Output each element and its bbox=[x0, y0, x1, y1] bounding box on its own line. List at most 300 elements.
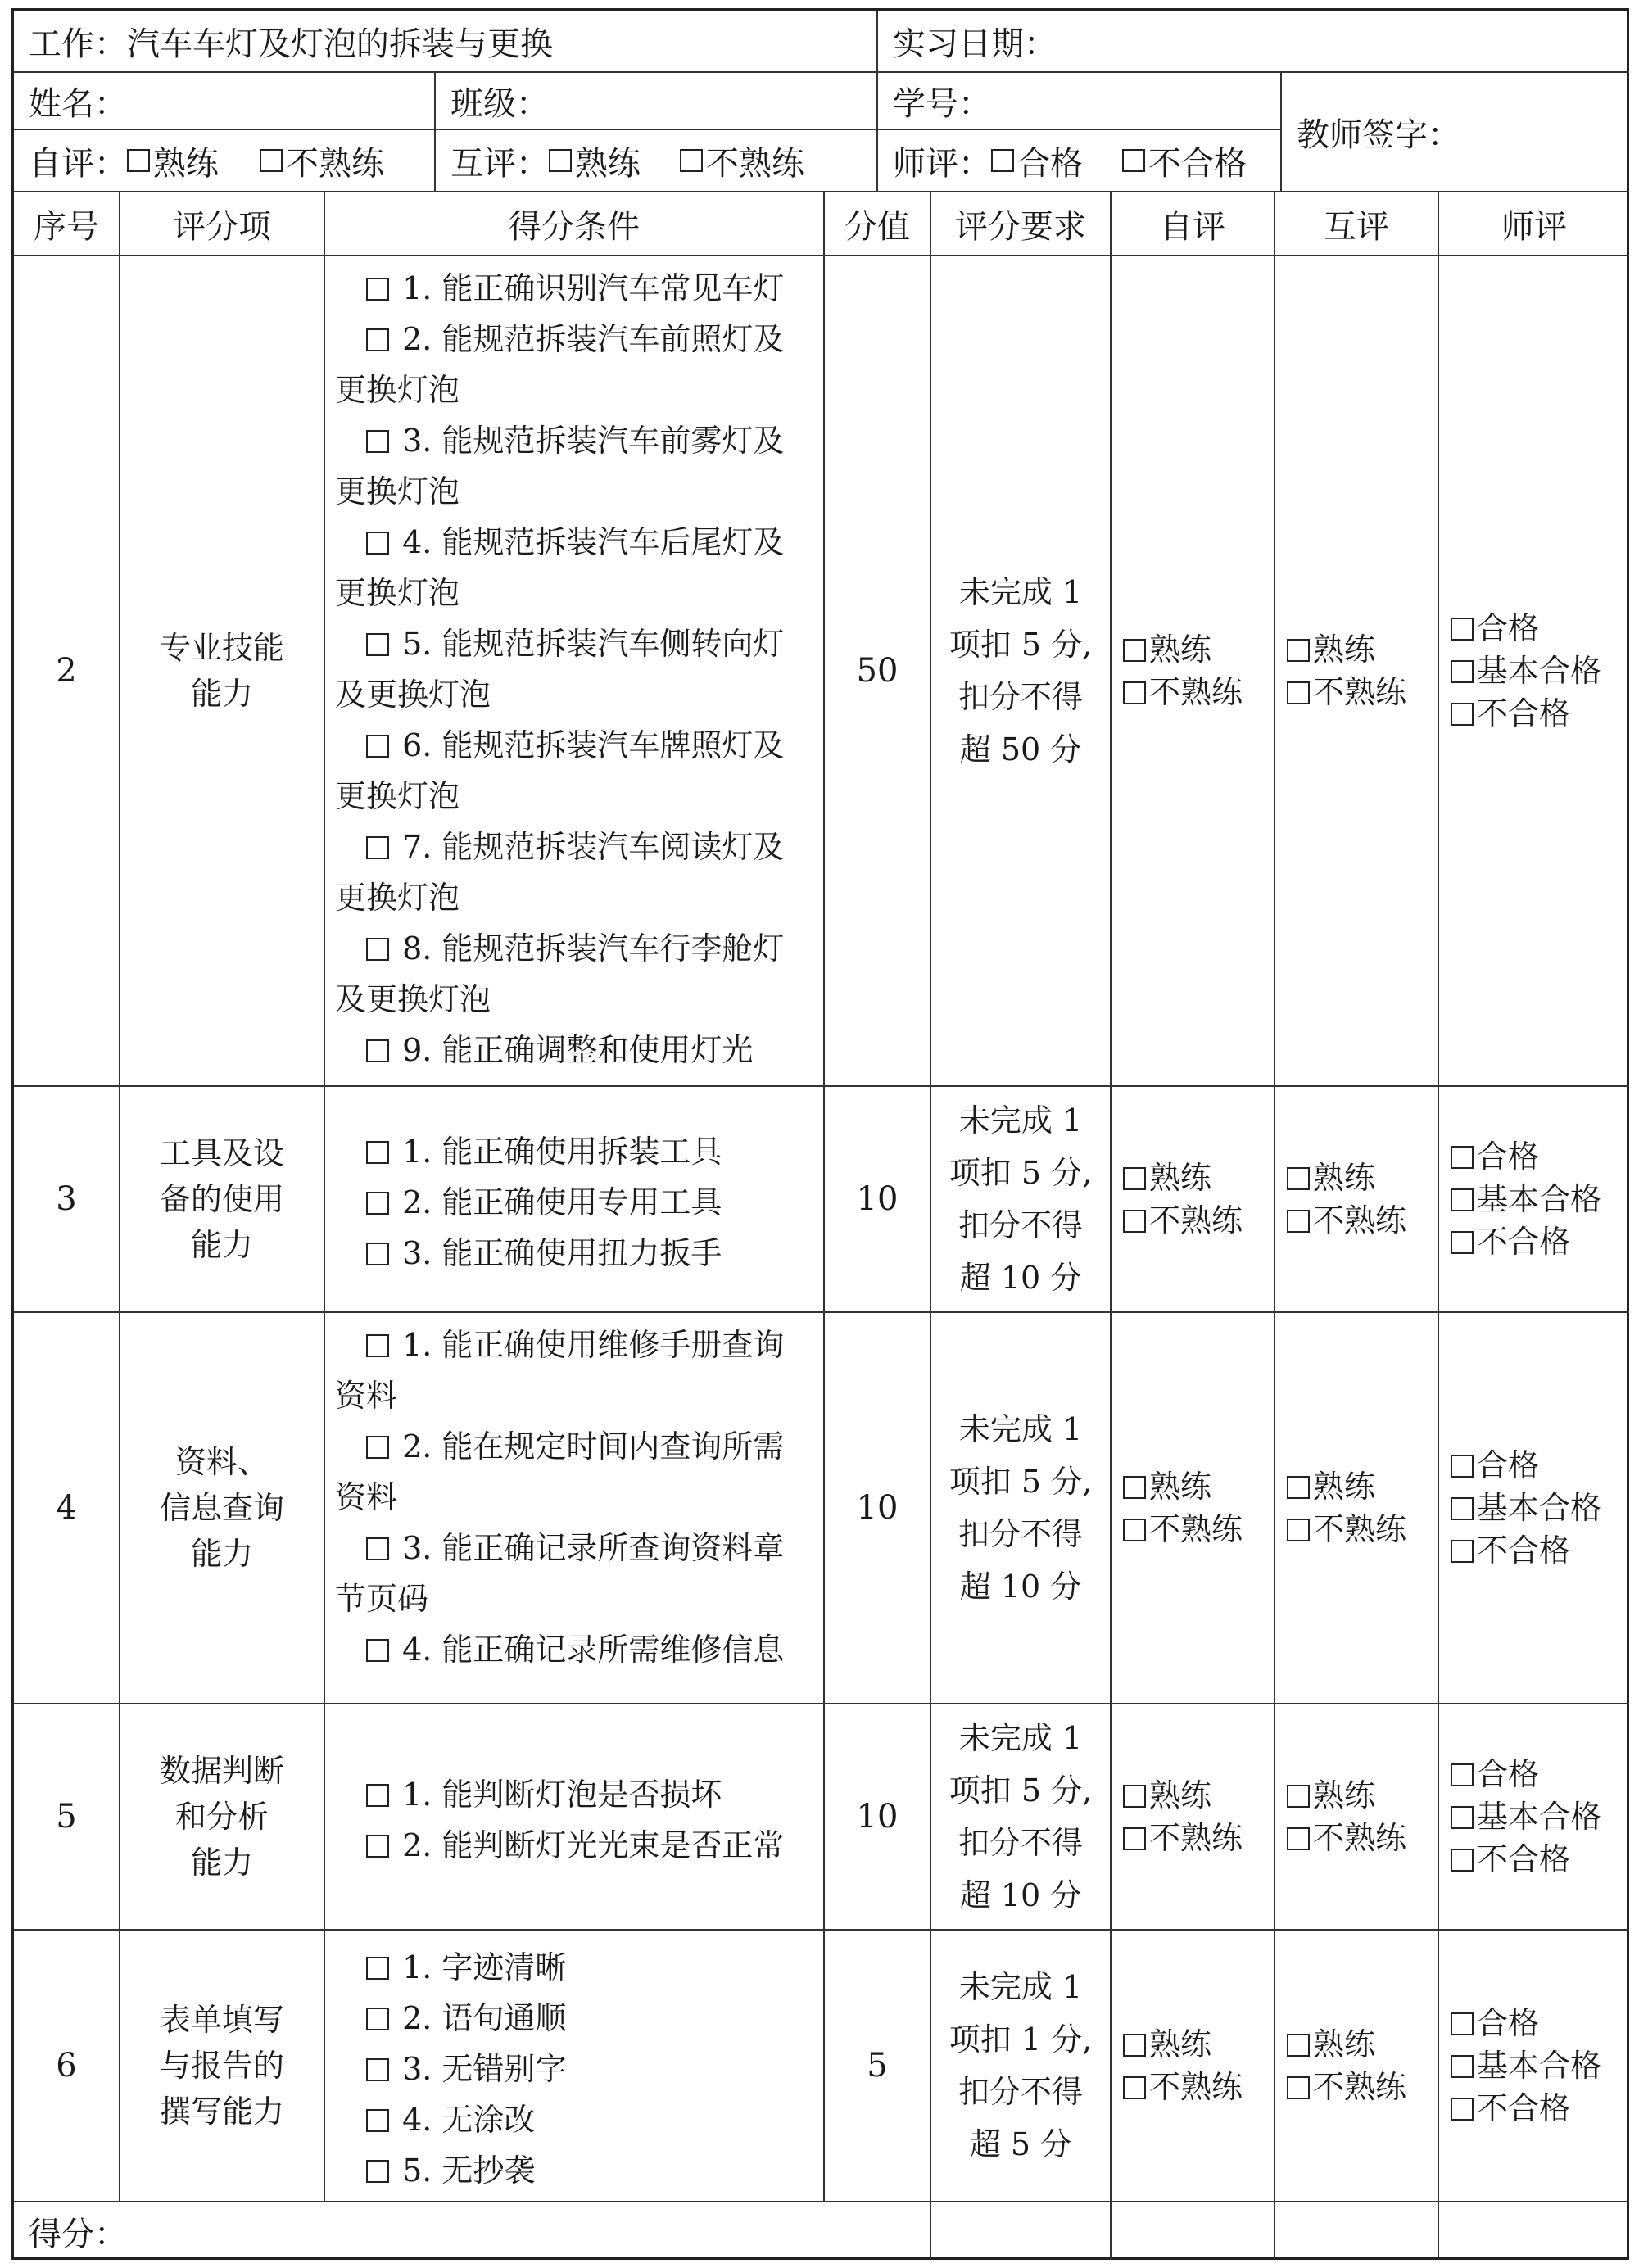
peer-eval-checkbox[interactable] bbox=[1287, 1827, 1310, 1850]
teacher-eval-option-label: 不合格 bbox=[1477, 1224, 1571, 1260]
condition-text: 2. 语句通顺 bbox=[402, 2000, 567, 2036]
scoring-item-text bbox=[160, 625, 284, 717]
teacher-eval-option-label: 不合格 bbox=[1477, 1532, 1571, 1569]
condition-item bbox=[335, 1320, 815, 1421]
self-eval-not-proficient-label: 不熟练 bbox=[286, 144, 384, 183]
peer-eval-options bbox=[1275, 628, 1406, 713]
self-eval-option-label: 熟练 bbox=[1149, 632, 1212, 668]
condition-text: 3. 无错别字 bbox=[402, 2051, 567, 2087]
condition-text: 5. 无抄袭 bbox=[402, 2153, 536, 2189]
total-score-field[interactable]: 得分： bbox=[14, 2202, 931, 2260]
condition-checkbox[interactable] bbox=[366, 1537, 389, 1560]
condition-text: 1. 字迹清晰 bbox=[402, 1949, 567, 1985]
teacher-eval-checkbox[interactable] bbox=[1451, 1806, 1474, 1829]
teacher-eval-checkbox[interactable] bbox=[1451, 2055, 1474, 2078]
peer-eval-proficient-checkbox[interactable] bbox=[549, 149, 572, 172]
teacher-eval-option[interactable] bbox=[1451, 1135, 1601, 1178]
self-eval-option-label: 熟练 bbox=[1149, 1777, 1212, 1813]
condition-text: 1. 能正确使用维修手册查询资料 bbox=[335, 1327, 785, 1414]
evaluation-form bbox=[11, 8, 1629, 2260]
requirement-text bbox=[941, 566, 1100, 776]
peer-eval-option-label: 不熟练 bbox=[1313, 674, 1407, 710]
self-eval-option[interactable] bbox=[1123, 1508, 1243, 1550]
score-conditions bbox=[325, 1931, 825, 2202]
teacher-eval-option-label: 基本合格 bbox=[1477, 2048, 1602, 2084]
conditions-list bbox=[325, 1313, 823, 1675]
peer-eval-checkbox[interactable] bbox=[1287, 639, 1310, 662]
peer-eval-option[interactable] bbox=[1287, 1465, 1406, 1508]
requirement-text bbox=[941, 1403, 1100, 1613]
condition-checkbox[interactable] bbox=[366, 430, 389, 453]
score-value: 5 bbox=[825, 1931, 931, 2202]
peer-eval-cell bbox=[1275, 1087, 1439, 1313]
score-value: 10 bbox=[825, 1087, 931, 1313]
condition-checkbox[interactable] bbox=[366, 1957, 389, 1980]
requirement-line: 扣分不得 bbox=[958, 2074, 1083, 2110]
self-eval-option-label: 熟练 bbox=[1149, 1160, 1212, 1196]
condition-checkbox[interactable] bbox=[366, 1192, 389, 1215]
condition-checkbox[interactable] bbox=[366, 633, 389, 656]
teacher-signature-field[interactable]: 教师签字： bbox=[1282, 73, 1629, 192]
condition-checkbox[interactable] bbox=[366, 1639, 389, 1662]
self-eval-checkbox[interactable] bbox=[1123, 2076, 1146, 2099]
peer-eval-not-proficient-label: 不熟练 bbox=[706, 144, 804, 183]
self-eval-proficient-checkbox[interactable] bbox=[127, 149, 150, 172]
self-eval-option[interactable] bbox=[1123, 2066, 1243, 2108]
teacher-eval-option-label: 基本合格 bbox=[1477, 1490, 1602, 1526]
self-eval-option[interactable] bbox=[1123, 1199, 1243, 1242]
footer-cell-self[interactable] bbox=[1112, 2202, 1275, 2260]
scoring-item-text bbox=[160, 1439, 284, 1577]
requirement-line: 超 10 分 bbox=[959, 1260, 1082, 1296]
condition-checkbox[interactable] bbox=[366, 2008, 389, 2030]
condition-text: 8. 能规范拆装汽车行李舱灯及更换灯泡 bbox=[335, 930, 785, 1017]
condition-item bbox=[335, 314, 815, 415]
requirement-line: 未完成 1 bbox=[958, 1720, 1083, 1756]
peer-eval-not-proficient-checkbox[interactable] bbox=[680, 149, 703, 172]
peer-eval-option[interactable] bbox=[1287, 2023, 1406, 2066]
condition-checkbox[interactable] bbox=[366, 1784, 389, 1807]
teacher-eval-option-label: 基本合格 bbox=[1477, 1181, 1602, 1217]
condition-text: 2. 能规范拆装汽车前照灯及更换灯泡 bbox=[335, 321, 785, 408]
condition-item bbox=[335, 1421, 815, 1523]
condition-item bbox=[335, 1769, 784, 1820]
self-eval-option-label: 熟练 bbox=[1149, 2026, 1212, 2062]
requirement-line: 未完成 1 bbox=[958, 1102, 1083, 1139]
requirement-text bbox=[941, 1712, 1100, 1922]
scoring-item-line: 能力 bbox=[190, 676, 253, 712]
condition-text: 2. 能判断灯光光束是否正常 bbox=[402, 1827, 785, 1863]
teacher-eval-option[interactable] bbox=[1451, 607, 1601, 650]
scoring-item-line: 专业技能 bbox=[159, 630, 284, 666]
requirement-line: 项扣 5 分, bbox=[949, 1464, 1093, 1500]
scoring-item-line: 工具及设 bbox=[159, 1135, 284, 1171]
scoring-item bbox=[120, 1313, 325, 1704]
self-eval-cell bbox=[1112, 1704, 1275, 1931]
self-eval-label: 自评： bbox=[29, 144, 127, 183]
scoring-item-line: 备的使用 bbox=[159, 1181, 284, 1217]
condition-item bbox=[335, 720, 815, 822]
condition-text: 1. 能正确使用拆装工具 bbox=[402, 1134, 722, 1170]
self-eval-cell bbox=[1112, 1313, 1275, 1704]
condition-item bbox=[335, 415, 815, 517]
peer-eval-option[interactable] bbox=[1287, 671, 1406, 713]
row-number: 2 bbox=[14, 256, 120, 1087]
teacher-eval-cell bbox=[1439, 1087, 1629, 1313]
score-value: 10 bbox=[825, 1704, 931, 1931]
teacher-eval-options bbox=[1439, 2002, 1601, 2130]
peer-eval-option[interactable] bbox=[1287, 2066, 1406, 2108]
teacher-eval-checkbox[interactable] bbox=[1451, 1497, 1474, 1520]
conditions-list bbox=[325, 1935, 574, 2196]
condition-checkbox[interactable] bbox=[366, 938, 389, 961]
col-header-conditions: 得分条件 bbox=[325, 192, 825, 256]
teacher-eval-option-label: 合格 bbox=[1477, 610, 1540, 646]
teacher-eval-checkbox[interactable] bbox=[1451, 1146, 1474, 1169]
teacher-eval-option-label: 合格 bbox=[1477, 1447, 1540, 1483]
peer-eval-proficient-label: 熟练 bbox=[575, 144, 641, 183]
teacher-eval-option[interactable] bbox=[1451, 1753, 1601, 1795]
peer-eval-cell bbox=[1275, 1704, 1439, 1931]
scoring-item bbox=[120, 1931, 325, 2202]
condition-checkbox[interactable] bbox=[366, 532, 389, 555]
condition-item bbox=[335, 1993, 566, 2044]
score-requirement bbox=[931, 1087, 1112, 1313]
peer-eval-checkbox[interactable] bbox=[1287, 1476, 1310, 1499]
self-eval-checkbox[interactable] bbox=[1123, 639, 1146, 662]
scoring-item bbox=[120, 256, 325, 1087]
scoring-item-line: 表单填写 bbox=[159, 2002, 284, 2038]
requirement-text bbox=[941, 1094, 1100, 1304]
self-eval-option[interactable] bbox=[1123, 1157, 1243, 1199]
scoring-item-line: 数据判断 bbox=[159, 1753, 284, 1789]
self-eval-options bbox=[1112, 1465, 1243, 1550]
requirement-line: 未完成 1 bbox=[958, 574, 1083, 610]
peer-eval-options bbox=[1275, 1774, 1406, 1859]
student-id-field[interactable]: 学号： bbox=[878, 73, 1282, 130]
teacher-eval-option-label: 合格 bbox=[1477, 1756, 1540, 1792]
self-eval-proficient-label: 熟练 bbox=[153, 144, 219, 183]
score-conditions bbox=[325, 1704, 825, 1931]
self-eval-checkbox[interactable] bbox=[1123, 1476, 1146, 1499]
condition-text: 2. 能正确使用专用工具 bbox=[402, 1184, 722, 1220]
requirement-line: 超 10 分 bbox=[959, 1877, 1082, 1913]
score-value: 50 bbox=[825, 256, 931, 1087]
row-number: 6 bbox=[14, 1931, 120, 2202]
requirement-line: 超 10 分 bbox=[959, 1569, 1082, 1605]
peer-eval-option-label: 不熟练 bbox=[1313, 1820, 1407, 1856]
teacher-eval-checkbox[interactable] bbox=[1451, 618, 1474, 641]
condition-text: 9. 能正确调整和使用灯光 bbox=[402, 1032, 754, 1068]
peer-eval-cell bbox=[1275, 1313, 1439, 1704]
col-header-self: 自评 bbox=[1112, 192, 1275, 256]
self-eval-option-label: 熟练 bbox=[1149, 1469, 1212, 1505]
condition-item bbox=[335, 517, 815, 618]
self-eval-options bbox=[1112, 1774, 1243, 1859]
self-eval-checkbox[interactable] bbox=[1123, 1519, 1146, 1541]
condition-checkbox[interactable] bbox=[366, 278, 389, 301]
requirement-line: 项扣 5 分, bbox=[949, 627, 1093, 663]
condition-checkbox[interactable] bbox=[366, 2058, 389, 2081]
teacher-eval-option-label: 合格 bbox=[1477, 2005, 1540, 2041]
condition-checkbox[interactable] bbox=[366, 2160, 389, 2183]
self-eval-cell bbox=[1112, 1087, 1275, 1313]
peer-eval-option-label: 不熟练 bbox=[1313, 1202, 1407, 1238]
condition-checkbox[interactable] bbox=[366, 1039, 389, 1062]
condition-text: 6. 能规范拆装汽车牌照灯及更换灯泡 bbox=[335, 727, 785, 814]
peer-eval-option[interactable] bbox=[1287, 1774, 1406, 1817]
peer-eval-options bbox=[1275, 1157, 1406, 1242]
condition-text: 3. 能正确记录所查询资料章节页码 bbox=[335, 1530, 785, 1617]
condition-checkbox[interactable] bbox=[366, 1141, 389, 1164]
condition-checkbox[interactable] bbox=[366, 2109, 389, 2132]
col-header-item: 评分项 bbox=[120, 192, 325, 256]
peer-eval-cell bbox=[1275, 256, 1439, 1087]
teacher-eval-option-label: 基本合格 bbox=[1477, 653, 1602, 689]
peer-eval-option[interactable] bbox=[1287, 1199, 1406, 1242]
condition-item bbox=[335, 263, 815, 314]
teacher-eval-option[interactable] bbox=[1451, 2044, 1601, 2087]
teacher-eval-checkbox[interactable] bbox=[1451, 1231, 1474, 1254]
peer-eval-checkbox[interactable] bbox=[1287, 2076, 1310, 2099]
teacher-eval-option-label: 不合格 bbox=[1477, 1841, 1571, 1877]
self-eval-options bbox=[1112, 2023, 1243, 2108]
requirement-line: 项扣 5 分, bbox=[949, 1155, 1093, 1191]
condition-item bbox=[335, 1126, 722, 1177]
footer-cell-teacher[interactable] bbox=[1439, 2202, 1629, 2260]
self-eval-option[interactable] bbox=[1123, 1774, 1243, 1817]
requirement-line: 扣分不得 bbox=[958, 1516, 1083, 1552]
condition-checkbox[interactable] bbox=[366, 735, 389, 758]
score-conditions bbox=[325, 1313, 825, 1704]
peer-eval-option[interactable] bbox=[1287, 1157, 1406, 1199]
teacher-eval-fail-checkbox[interactable] bbox=[1122, 149, 1145, 172]
scoring-item-line: 和分析 bbox=[174, 1799, 269, 1835]
score-value: 10 bbox=[825, 1313, 931, 1704]
self-eval-option-label: 不熟练 bbox=[1149, 1820, 1243, 1856]
peer-eval-option-label: 不熟练 bbox=[1313, 2069, 1407, 2105]
condition-text: 5. 能规范拆装汽车侧转向灯及更换灯泡 bbox=[335, 626, 785, 713]
scoring-item-text bbox=[160, 1130, 284, 1268]
condition-item bbox=[335, 822, 815, 923]
teacher-eval-option[interactable] bbox=[1451, 692, 1601, 735]
condition-text: 1. 能判断灯泡是否损坏 bbox=[402, 1777, 722, 1813]
scoring-item-line: 与报告的 bbox=[159, 2048, 284, 2084]
peer-eval-option-label: 熟练 bbox=[1313, 2026, 1376, 2062]
teacher-eval-cell bbox=[1439, 256, 1629, 1087]
condition-text: 4. 无涂改 bbox=[402, 2102, 536, 2138]
teacher-eval-checkbox[interactable] bbox=[1451, 1455, 1474, 1478]
scoring-item-line: 能力 bbox=[190, 1227, 253, 1263]
teacher-eval-group bbox=[878, 130, 1282, 192]
peer-eval-options bbox=[1275, 2023, 1406, 2108]
conditions-list bbox=[325, 1120, 730, 1279]
peer-eval-checkbox[interactable] bbox=[1287, 1519, 1310, 1541]
teacher-eval-option[interactable] bbox=[1451, 1795, 1601, 1838]
col-header-teacher: 师评 bbox=[1439, 192, 1629, 256]
condition-item bbox=[335, 2044, 566, 2094]
teacher-eval-label: 师评： bbox=[893, 144, 991, 183]
condition-item bbox=[335, 1523, 815, 1624]
teacher-eval-options bbox=[1439, 1753, 1601, 1881]
teacher-eval-option[interactable] bbox=[1451, 1838, 1601, 1881]
condition-text: 4. 能正确记录所需维修信息 bbox=[402, 1632, 785, 1668]
score-conditions bbox=[325, 1087, 825, 1313]
score-requirement bbox=[931, 1704, 1112, 1931]
condition-item bbox=[335, 618, 815, 720]
self-eval-checkbox[interactable] bbox=[1123, 2034, 1146, 2057]
requirement-line: 未完成 1 bbox=[958, 1411, 1083, 1447]
teacher-eval-pass-checkbox[interactable] bbox=[991, 149, 1014, 172]
self-eval-checkbox[interactable] bbox=[1123, 1167, 1146, 1190]
scoring-item-text bbox=[160, 1997, 284, 2134]
teacher-eval-option[interactable] bbox=[1451, 1529, 1601, 1572]
requirement-text bbox=[941, 1961, 1100, 2171]
teacher-eval-option[interactable] bbox=[1451, 1220, 1601, 1263]
teacher-eval-checkbox[interactable] bbox=[1451, 2012, 1474, 2035]
teacher-eval-option[interactable] bbox=[1451, 1487, 1601, 1529]
peer-eval-option[interactable] bbox=[1287, 628, 1406, 671]
teacher-eval-checkbox[interactable] bbox=[1451, 703, 1474, 726]
self-eval-option-label: 不熟练 bbox=[1149, 1511, 1243, 1547]
teacher-eval-checkbox[interactable] bbox=[1451, 1188, 1474, 1211]
scoring-item-line: 信息查询 bbox=[159, 1490, 284, 1526]
teacher-eval-checkbox[interactable] bbox=[1451, 1540, 1474, 1563]
condition-checkbox[interactable] bbox=[366, 1243, 389, 1265]
self-eval-checkbox[interactable] bbox=[1123, 1827, 1146, 1850]
self-eval-cell bbox=[1112, 256, 1275, 1087]
teacher-eval-option-label: 不合格 bbox=[1477, 695, 1571, 731]
peer-eval-checkbox[interactable] bbox=[1287, 1167, 1310, 1190]
scoring-item-line: 能力 bbox=[190, 1536, 253, 1572]
peer-eval-option-label: 熟练 bbox=[1313, 1469, 1376, 1505]
self-eval-option-label: 不熟练 bbox=[1149, 674, 1243, 710]
teacher-eval-option[interactable] bbox=[1451, 1444, 1601, 1487]
self-eval-group bbox=[14, 130, 436, 192]
row-number: 4 bbox=[14, 1313, 120, 1704]
teacher-eval-option[interactable] bbox=[1451, 650, 1601, 692]
col-header-no: 序号 bbox=[14, 192, 120, 256]
condition-text: 3. 能正确使用扭力扳手 bbox=[402, 1235, 722, 1271]
condition-checkbox[interactable] bbox=[366, 1835, 389, 1858]
self-eval-option[interactable] bbox=[1123, 2023, 1243, 2066]
teacher-eval-option[interactable] bbox=[1451, 2087, 1601, 2130]
condition-checkbox[interactable] bbox=[366, 836, 389, 859]
scoring-item-line: 能力 bbox=[190, 1845, 253, 1881]
self-eval-option[interactable] bbox=[1123, 628, 1243, 671]
self-eval-checkbox[interactable] bbox=[1123, 1210, 1146, 1233]
condition-item bbox=[335, 923, 815, 1025]
self-eval-cell bbox=[1112, 1931, 1275, 2202]
condition-text: 7. 能规范拆装汽车阅读灯及更换灯泡 bbox=[335, 829, 785, 916]
conditions-list bbox=[325, 1763, 792, 1871]
teacher-eval-fail-label: 不合格 bbox=[1148, 144, 1247, 183]
peer-eval-group bbox=[436, 130, 878, 192]
peer-eval-option-label: 熟练 bbox=[1313, 632, 1376, 668]
condition-checkbox[interactable] bbox=[366, 328, 389, 351]
row-number: 5 bbox=[14, 1704, 120, 1931]
requirement-line: 扣分不得 bbox=[958, 1207, 1083, 1243]
class-field[interactable]: 班级： bbox=[436, 73, 878, 130]
teacher-eval-checkbox[interactable] bbox=[1451, 1849, 1474, 1872]
condition-checkbox[interactable] bbox=[366, 1334, 389, 1357]
practice-date-field[interactable]: 实习日期： bbox=[878, 11, 1629, 73]
teacher-eval-cell bbox=[1439, 1931, 1629, 2202]
peer-eval-checkbox[interactable] bbox=[1287, 2034, 1310, 2057]
peer-eval-option-label: 不熟练 bbox=[1313, 1511, 1407, 1547]
score-requirement bbox=[931, 1931, 1112, 2202]
self-eval-not-proficient-checkbox[interactable] bbox=[260, 149, 283, 172]
teacher-eval-cell bbox=[1439, 1313, 1629, 1704]
score-conditions bbox=[325, 256, 825, 1087]
requirement-line: 超 50 分 bbox=[959, 731, 1082, 767]
peer-eval-options bbox=[1275, 1465, 1406, 1550]
teacher-eval-option-label: 基本合格 bbox=[1477, 1799, 1602, 1835]
teacher-eval-options bbox=[1439, 607, 1601, 735]
condition-item bbox=[335, 1820, 784, 1871]
scoring-item bbox=[120, 1087, 325, 1313]
condition-item bbox=[335, 1942, 566, 1993]
self-eval-option[interactable] bbox=[1123, 1817, 1243, 1859]
teacher-eval-options bbox=[1439, 1444, 1601, 1572]
requirement-line: 项扣 1 分, bbox=[949, 2021, 1093, 2057]
condition-item bbox=[335, 2094, 566, 2145]
peer-eval-checkbox[interactable] bbox=[1287, 1785, 1310, 1808]
teacher-eval-checkbox[interactable] bbox=[1451, 660, 1474, 683]
condition-text: 4. 能规范拆装汽车后尾灯及更换灯泡 bbox=[335, 524, 785, 611]
condition-text: 2. 能在规定时间内查询所需资料 bbox=[335, 1428, 785, 1515]
teacher-eval-option[interactable] bbox=[1451, 1178, 1601, 1220]
peer-eval-cell bbox=[1275, 1931, 1439, 2202]
condition-text: 1. 能正确识别汽车常见车灯 bbox=[402, 270, 785, 306]
requirement-line: 扣分不得 bbox=[958, 679, 1083, 715]
condition-item bbox=[335, 2145, 566, 2196]
col-header-score: 分值 bbox=[825, 192, 931, 256]
scoring-item-line: 撰写能力 bbox=[159, 2094, 284, 2130]
name-field[interactable]: 姓名： bbox=[14, 73, 436, 130]
self-eval-options bbox=[1112, 1157, 1243, 1242]
scoring-item-text bbox=[160, 1748, 284, 1885]
teacher-eval-option[interactable] bbox=[1451, 2002, 1601, 2044]
peer-eval-option[interactable] bbox=[1287, 1817, 1406, 1859]
self-eval-option-label: 不熟练 bbox=[1149, 2069, 1243, 2105]
teacher-eval-options bbox=[1439, 1135, 1601, 1263]
teacher-eval-checkbox[interactable] bbox=[1451, 2098, 1474, 2121]
self-eval-checkbox[interactable] bbox=[1123, 1785, 1146, 1808]
peer-eval-checkbox[interactable] bbox=[1287, 1210, 1310, 1233]
peer-eval-option-label: 熟练 bbox=[1313, 1777, 1376, 1813]
condition-checkbox[interactable] bbox=[366, 1436, 389, 1459]
form-grid bbox=[14, 11, 1627, 2257]
self-eval-option[interactable] bbox=[1123, 1465, 1243, 1508]
peer-eval-option[interactable] bbox=[1287, 1508, 1406, 1550]
self-eval-checkbox[interactable] bbox=[1123, 681, 1146, 704]
work-title: 工作：汽车车灯及灯泡的拆装与更换 bbox=[14, 11, 878, 73]
self-eval-option[interactable] bbox=[1123, 671, 1243, 713]
self-eval-option-label: 不熟练 bbox=[1149, 1202, 1243, 1238]
condition-item bbox=[335, 1228, 722, 1279]
footer-cell-peer[interactable] bbox=[1275, 2202, 1439, 2260]
scoring-item bbox=[120, 1704, 325, 1931]
teacher-eval-cell bbox=[1439, 1704, 1629, 1931]
teacher-eval-checkbox[interactable] bbox=[1451, 1763, 1474, 1786]
condition-item bbox=[335, 1177, 722, 1228]
peer-eval-checkbox[interactable] bbox=[1287, 681, 1310, 704]
scoring-item-line: 资料、 bbox=[174, 1444, 269, 1480]
teacher-eval-option-label: 不合格 bbox=[1477, 2090, 1571, 2126]
peer-eval-option-label: 熟练 bbox=[1313, 1160, 1376, 1196]
teacher-eval-option-label: 合格 bbox=[1477, 1139, 1540, 1175]
